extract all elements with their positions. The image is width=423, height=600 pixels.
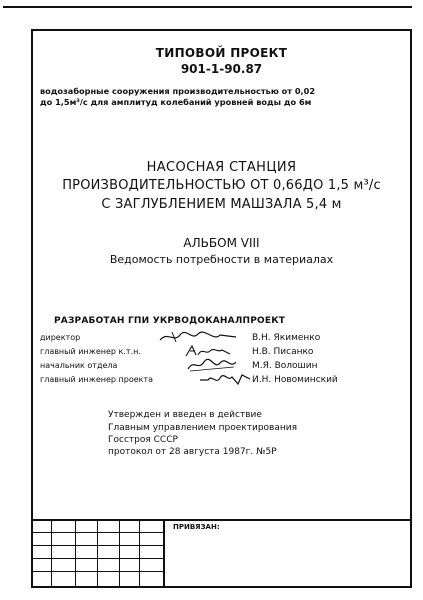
signature-project-engineer xyxy=(198,371,252,387)
approval-line3: Госстроя СССР xyxy=(108,435,178,445)
signatory-name: И.Н. Новоминский xyxy=(252,375,338,385)
project-description-line2: до 1,5м³/с для амплитуд колебаний уровней воды до 6м xyxy=(40,97,312,107)
title-line2: ПРОИЗВОДИТЕЛЬНОСТЬЮ ОТ 0,66ДО 1,5 м³/с xyxy=(62,178,381,193)
binding-stamp-box xyxy=(163,519,412,586)
grid-col-line xyxy=(139,519,140,586)
title-line3: С ЗАГЛУБЛЕНИЕМ МАШЗАЛА 5,4 м xyxy=(101,197,342,212)
project-type: ТИПОВОЙ ПРОЕКТ xyxy=(155,46,288,60)
approval-line2: Главным управлением проектирования xyxy=(108,423,298,433)
signatory-name: Н.В. Писанко xyxy=(252,347,314,357)
grid-col-line xyxy=(51,519,52,586)
grid-row-line xyxy=(33,558,163,559)
signatory-role: директор xyxy=(40,333,81,342)
grid-col-line xyxy=(75,519,76,586)
signatory-name: В.Н. Якименко xyxy=(252,333,321,343)
signatory-role: начальник отдела xyxy=(40,361,118,370)
grid-row-line xyxy=(33,571,163,572)
grid-col-line xyxy=(97,519,98,586)
album-number: АЛЬБОМ VIII xyxy=(183,236,260,250)
top-rule xyxy=(3,6,412,8)
signatory-role: главный инженер проекта xyxy=(40,375,154,384)
title-line1: НАСОСНАЯ СТАНЦИЯ xyxy=(146,160,297,175)
approval-line4: протокол от 28 августа 1987г. №5Р xyxy=(108,447,277,457)
grid-row-line xyxy=(33,545,163,546)
binding-stamp-label: ПРИВЯЗАН: xyxy=(173,523,220,531)
grid-col-line xyxy=(119,519,120,586)
project-code: 901-1-90.87 xyxy=(180,62,263,76)
grid-row-line xyxy=(33,532,163,533)
signatory-name: М.Я. Волошин xyxy=(252,361,318,371)
project-description-line1: водозаборные сооружения производительностью от 0,02 xyxy=(40,86,316,96)
signatory-role: главный инженер к.т.н. xyxy=(40,347,141,356)
approval-line1: Утвержден и введен в действие xyxy=(108,410,262,420)
developer-label: РАЗРАБОТАН ГПИ УКРВОДОКАНАЛПРОЕКТ xyxy=(54,316,286,326)
album-name: Ведомость потребности в материалах xyxy=(109,253,334,266)
drawing-frame xyxy=(31,29,412,588)
title-block-grid xyxy=(33,519,412,588)
